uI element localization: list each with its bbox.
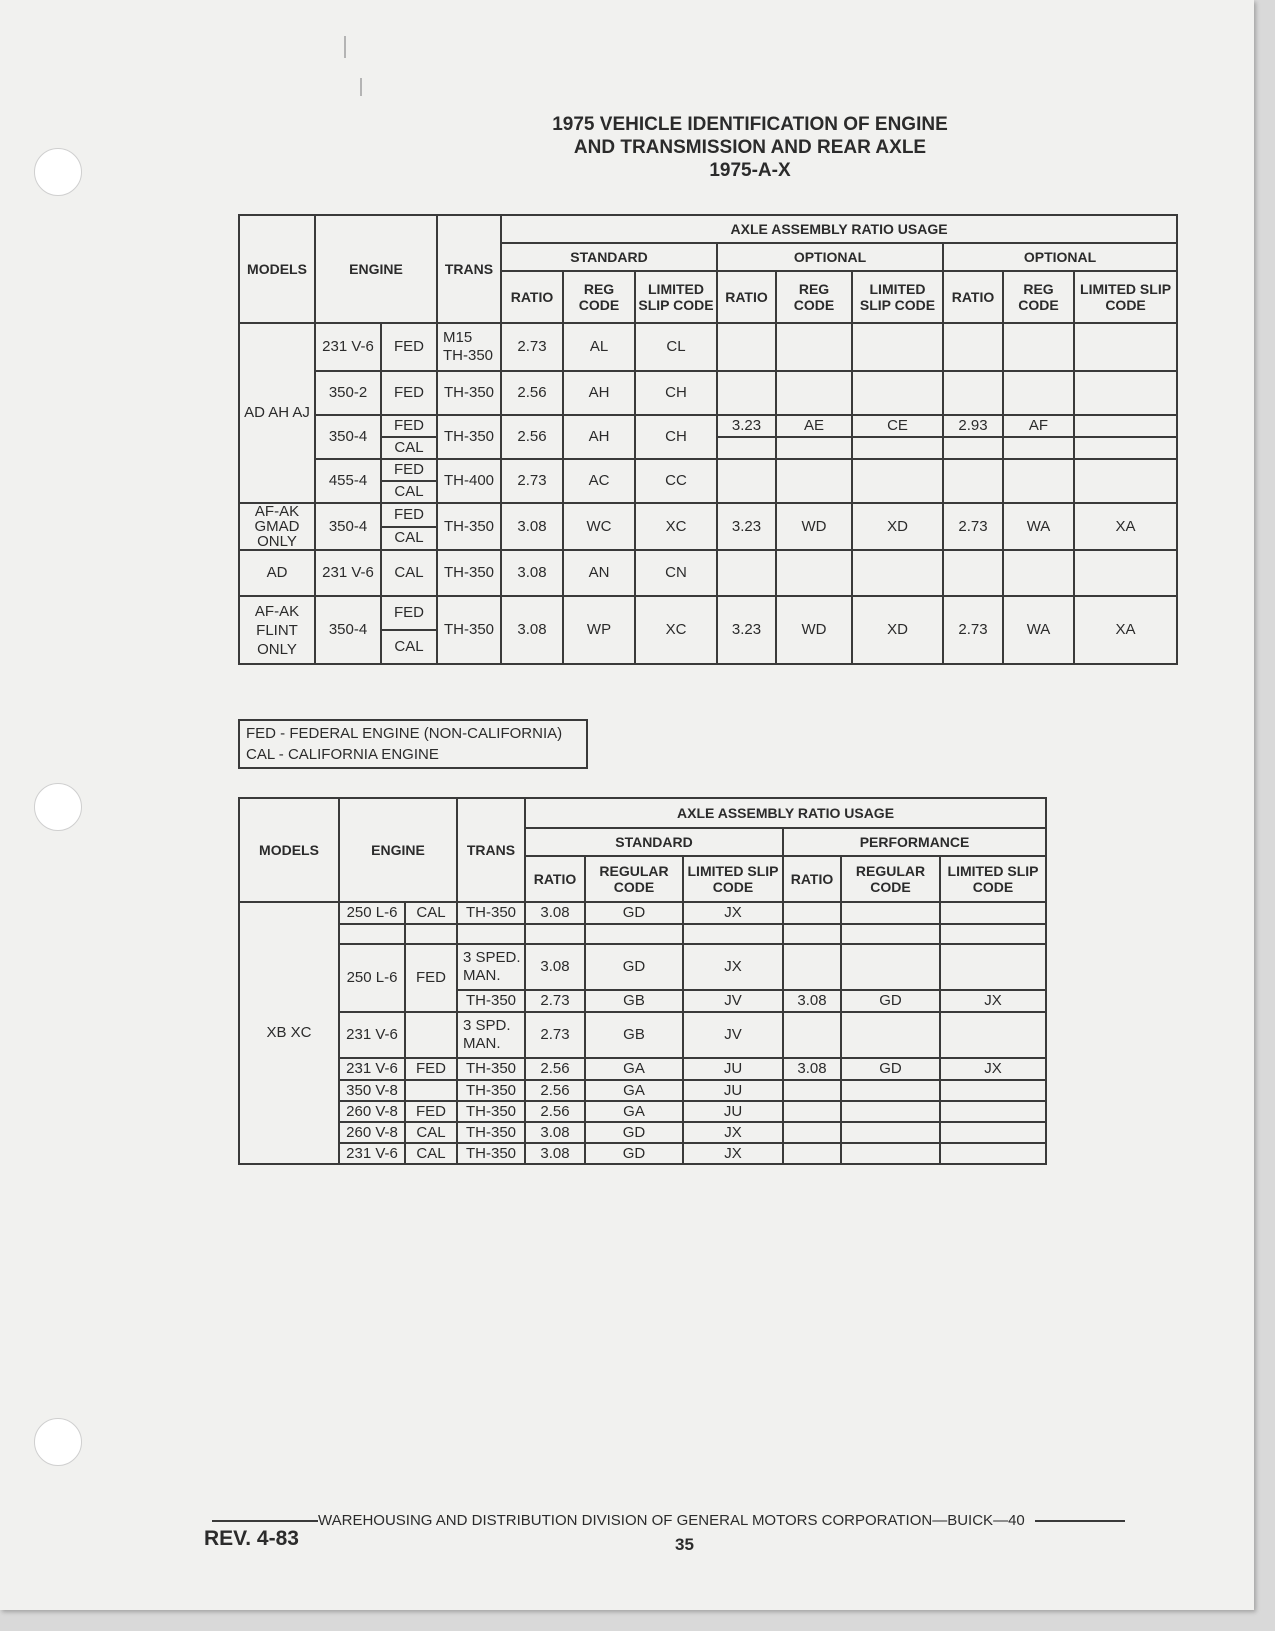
- limited-slip-cell: CE: [852, 415, 943, 437]
- regular-code-cell: GD: [585, 1122, 683, 1143]
- engine-cell: 350-2: [315, 371, 381, 415]
- regular-code-cell: GB: [585, 990, 683, 1012]
- ratio-cell: 3.23: [717, 415, 776, 437]
- regular-code-cell: [841, 944, 940, 990]
- limited-slip-cell: JV: [683, 1012, 783, 1058]
- models-cell: AD: [239, 550, 315, 596]
- reg-code-cell: WD: [776, 596, 852, 664]
- header-reg-code: REG CODE: [776, 271, 852, 323]
- title-line-1: 1975 VEHICLE IDENTIFICATION OF ENGINE: [552, 114, 948, 135]
- emission-cell: FED: [381, 415, 437, 437]
- engine-cell: 250 L-6: [339, 944, 405, 1012]
- regular-code-cell: GD: [841, 990, 940, 1012]
- legend-box: [238, 719, 588, 769]
- limited-slip-cell: JX: [683, 1143, 783, 1164]
- punch-hole: [34, 1418, 82, 1466]
- engine-cell: 455-4: [315, 459, 381, 503]
- ratio-cell: 3.08: [501, 550, 563, 596]
- reg-code-cell: AH: [563, 415, 635, 459]
- table-row: [239, 323, 1177, 371]
- ratio-cell: [943, 459, 1003, 503]
- ratio-cell: 2.73: [501, 459, 563, 503]
- engine-cell: 260 V-8: [339, 1122, 405, 1143]
- ratio-cell: [717, 323, 776, 371]
- ratio-cell: 2.73: [525, 1012, 585, 1058]
- ratio-cell: 2.56: [525, 1101, 585, 1122]
- scan-mark: [344, 36, 346, 58]
- trans-cell: 3 SPED. MAN.: [457, 944, 525, 990]
- limited-slip-cell: [940, 1080, 1046, 1101]
- reg-code-cell: WD: [776, 503, 852, 550]
- limited-slip-cell: JU: [683, 1080, 783, 1101]
- ratio-cell: [717, 459, 776, 503]
- table-row: [239, 1080, 1046, 1101]
- ratio-cell: 2.56: [525, 1080, 585, 1101]
- trans-cell: TH-350: [437, 415, 501, 459]
- header-trans: TRANS: [457, 798, 525, 902]
- regular-code-cell: GA: [585, 1058, 683, 1080]
- emission-cell: [405, 1080, 457, 1101]
- regular-code-cell: GB: [585, 1012, 683, 1058]
- reg-code-cell: [1003, 550, 1074, 596]
- limited-slip-cell: JX: [683, 944, 783, 990]
- header-limited-slip-code: LIMITED SLIP CODE: [635, 271, 717, 323]
- ratio-cell: 3.23: [717, 503, 776, 550]
- empty-cell: [776, 437, 852, 459]
- limited-slip-cell: XD: [852, 596, 943, 664]
- scan-mark: [360, 78, 362, 96]
- empty-cell: [852, 437, 943, 459]
- emission-cell: [405, 924, 457, 944]
- ratio-cell: 2.73: [943, 596, 1003, 664]
- limited-slip-cell: [852, 459, 943, 503]
- reg-code-cell: WP: [563, 596, 635, 664]
- table-row: [239, 924, 1046, 944]
- ratio-cell: 3.08: [501, 503, 563, 550]
- reg-code-cell: AF: [1003, 415, 1074, 437]
- header-limited-slip-code: LIMITED SLIP CODE: [852, 271, 943, 323]
- title-line-2: AND TRANSMISSION AND REAR AXLE: [573, 137, 927, 158]
- table-row: [239, 596, 1177, 630]
- limited-slip-cell: CH: [635, 371, 717, 415]
- header-ratio: RATIO: [717, 271, 776, 323]
- axle-ratio-table-x: [238, 797, 1047, 1165]
- engine-cell: 231 V-6: [315, 550, 381, 596]
- engine-cell: 350-4: [315, 503, 381, 550]
- limited-slip-cell: CN: [635, 550, 717, 596]
- footer-text: WAREHOUSING AND DISTRIBUTION DIVISION OF GENERAL MOTORS CORPORATION—BUICK—40: [318, 1512, 1025, 1529]
- empty-cell: [717, 437, 776, 459]
- engine-cell: 260 V-8: [339, 1101, 405, 1122]
- header-standard: STANDARD: [525, 828, 783, 856]
- empty-cell: [1003, 437, 1074, 459]
- limited-slip-cell: [852, 550, 943, 596]
- header-ratio: RATIO: [783, 856, 841, 902]
- limited-slip-cell: CC: [635, 459, 717, 503]
- emission-cell: CAL: [381, 630, 437, 664]
- trans-cell: TH-350: [437, 371, 501, 415]
- emission-cell: FED: [405, 944, 457, 1012]
- header-optional-2: OPTIONAL: [943, 243, 1177, 271]
- ratio-cell: [943, 371, 1003, 415]
- header-trans: TRANS: [437, 215, 501, 323]
- emission-cell: CAL: [381, 527, 437, 551]
- engine-cell: 231 V-6: [339, 1012, 405, 1058]
- models-cell: XB XC: [239, 902, 339, 1164]
- trans-cell: TH-350: [457, 1101, 525, 1122]
- trans-cell: [457, 924, 525, 944]
- header-models: MODELS: [239, 798, 339, 902]
- page-number: 35: [675, 1535, 694, 1554]
- reg-code-cell: [776, 550, 852, 596]
- reg-code-cell: AL: [563, 323, 635, 371]
- table-row: [239, 415, 1177, 437]
- regular-code-cell: [841, 924, 940, 944]
- emission-cell: FED: [405, 1101, 457, 1122]
- title-line-3: 1975-A-X: [709, 160, 791, 181]
- engine-cell: 231 V-6: [339, 1058, 405, 1080]
- ratio-cell: 2.73: [501, 323, 563, 371]
- emission-cell: CAL: [381, 481, 437, 503]
- reg-code-cell: [1003, 371, 1074, 415]
- ratio-cell: [783, 1101, 841, 1122]
- header-limited-slip-code: LIMITED SLIP CODE: [1074, 271, 1177, 323]
- engine-cell: [339, 924, 405, 944]
- emission-cell: FED: [381, 323, 437, 371]
- header-standard: STANDARD: [501, 243, 717, 271]
- trans-cell: M15 TH-350: [437, 323, 501, 371]
- ratio-cell: [783, 1012, 841, 1058]
- emission-cell: FED: [405, 1058, 457, 1080]
- table-row: [239, 1012, 1046, 1058]
- ratio-cell: 3.08: [783, 990, 841, 1012]
- models-cell: AF-AK FLINT ONLY: [239, 596, 315, 664]
- ratio-cell: [783, 1080, 841, 1101]
- header-ratio: RATIO: [525, 856, 585, 902]
- table-row: [239, 459, 1177, 481]
- ratio-cell: 3.08: [525, 902, 585, 924]
- limited-slip-cell: [940, 924, 1046, 944]
- ratio-cell: [943, 550, 1003, 596]
- engine-cell: 250 L-6: [339, 902, 405, 924]
- empty-cell: [943, 437, 1003, 459]
- limited-slip-cell: CL: [635, 323, 717, 371]
- ratio-cell: 3.08: [501, 596, 563, 664]
- ratio-cell: 2.56: [501, 371, 563, 415]
- engine-cell: 350-4: [315, 415, 381, 459]
- regular-code-cell: GA: [585, 1101, 683, 1122]
- table-row: [239, 1058, 1046, 1080]
- limited-slip-cell: CH: [635, 415, 717, 459]
- punch-hole: [34, 783, 82, 831]
- reg-code-cell: AE: [776, 415, 852, 437]
- empty-cell: [1074, 437, 1177, 459]
- regular-code-cell: GD: [585, 1143, 683, 1164]
- ratio-cell: [783, 1122, 841, 1143]
- ratio-cell: [783, 902, 841, 924]
- limited-slip-cell: [683, 924, 783, 944]
- regular-code-cell: [585, 924, 683, 944]
- header-axle-group: AXLE ASSEMBLY RATIO USAGE: [525, 798, 1046, 828]
- limited-slip-cell: [852, 371, 943, 415]
- reg-code-cell: [1003, 459, 1074, 503]
- ratio-cell: [717, 550, 776, 596]
- table-row: [239, 1101, 1046, 1122]
- table-row: [239, 902, 1046, 924]
- reg-code-cell: WC: [563, 503, 635, 550]
- table-row: [239, 1122, 1046, 1143]
- emission-cell: FED: [381, 459, 437, 481]
- models-cell: AD AH AJ: [239, 323, 315, 503]
- header-limited-slip-code: LIMITED SLIP CODE: [683, 856, 783, 902]
- axle-ratio-table-a: [238, 214, 1178, 665]
- ratio-cell: 2.73: [943, 503, 1003, 550]
- trans-cell: TH-350: [457, 990, 525, 1012]
- limited-slip-cell: [1074, 371, 1177, 415]
- models-cell: AF-AK GMAD ONLY: [239, 503, 315, 550]
- engine-cell: 350 V-8: [339, 1080, 405, 1101]
- limited-slip-cell: JX: [683, 1122, 783, 1143]
- ratio-cell: 3.08: [525, 944, 585, 990]
- limited-slip-cell: [1074, 323, 1177, 371]
- ratio-cell: 3.08: [525, 1143, 585, 1164]
- header-models: MODELS: [239, 215, 315, 323]
- reg-code-cell: WA: [1003, 503, 1074, 550]
- regular-code-cell: [841, 902, 940, 924]
- limited-slip-cell: [940, 1012, 1046, 1058]
- regular-code-cell: GD: [841, 1058, 940, 1080]
- regular-code-cell: [841, 1122, 940, 1143]
- header-reg-code: REG CODE: [1003, 271, 1074, 323]
- table-row: [239, 503, 1177, 527]
- engine-cell: 350-4: [315, 596, 381, 664]
- footer-rule: [1035, 1520, 1125, 1522]
- limited-slip-cell: JU: [683, 1058, 783, 1080]
- revision-label: REV. 4-83: [204, 1527, 299, 1550]
- header-optional-1: OPTIONAL: [717, 243, 943, 271]
- trans-cell: TH-350: [457, 1058, 525, 1080]
- trans-cell: TH-400: [437, 459, 501, 503]
- header-regular-code: REGULAR CODE: [841, 856, 940, 902]
- emission-cell: CAL: [405, 1143, 457, 1164]
- header-ratio: RATIO: [501, 271, 563, 323]
- limited-slip-cell: XC: [635, 503, 717, 550]
- ratio-cell: 3.23: [717, 596, 776, 664]
- emission-cell: [405, 1012, 457, 1058]
- header-engine: ENGINE: [315, 215, 437, 323]
- regular-code-cell: GD: [585, 944, 683, 990]
- header-limited-slip-code: LIMITED SLIP CODE: [940, 856, 1046, 902]
- ratio-cell: 2.73: [525, 990, 585, 1012]
- header-reg-code: REG CODE: [563, 271, 635, 323]
- ratio-cell: [783, 944, 841, 990]
- ratio-cell: [717, 371, 776, 415]
- ratio-cell: [783, 924, 841, 944]
- limited-slip-cell: [852, 323, 943, 371]
- limited-slip-cell: JX: [940, 990, 1046, 1012]
- limited-slip-cell: [1074, 415, 1177, 437]
- limited-slip-cell: JX: [940, 1058, 1046, 1080]
- trans-cell: TH-350: [437, 550, 501, 596]
- limited-slip-cell: JX: [683, 902, 783, 924]
- limited-slip-cell: [940, 1101, 1046, 1122]
- ratio-cell: 2.93: [943, 415, 1003, 437]
- header-axle-group: AXLE ASSEMBLY RATIO USAGE: [501, 215, 1177, 243]
- ratio-cell: 2.56: [501, 415, 563, 459]
- trans-cell: TH-350: [437, 596, 501, 664]
- regular-code-cell: GD: [585, 902, 683, 924]
- engine-cell: 231 V-6: [315, 323, 381, 371]
- header-ratio: RATIO: [943, 271, 1003, 323]
- legend-fed: FED - FEDERAL ENGINE (NON-CALIFORNIA): [246, 725, 563, 742]
- ratio-cell: 2.56: [525, 1058, 585, 1080]
- reg-code-cell: [776, 371, 852, 415]
- ratio-cell: 3.08: [525, 1122, 585, 1143]
- table-row: [239, 371, 1177, 415]
- header-regular-code: REGULAR CODE: [585, 856, 683, 902]
- limited-slip-cell: XD: [852, 503, 943, 550]
- ratio-cell: 3.08: [783, 1058, 841, 1080]
- ratio-cell: [783, 1143, 841, 1164]
- reg-code-cell: AC: [563, 459, 635, 503]
- limited-slip-cell: [940, 902, 1046, 924]
- trans-cell: TH-350: [437, 503, 501, 550]
- trans-cell: TH-350: [457, 1122, 525, 1143]
- regular-code-cell: [841, 1080, 940, 1101]
- trans-cell: TH-350: [457, 902, 525, 924]
- trans-cell: TH-350: [457, 1143, 525, 1164]
- ratio-cell: [525, 924, 585, 944]
- trans-cell: TH-350: [457, 1080, 525, 1101]
- reg-code-cell: [776, 459, 852, 503]
- document-title: [440, 113, 1060, 182]
- trans-cell: 3 SPD. MAN.: [457, 1012, 525, 1058]
- emission-cell: CAL: [405, 1122, 457, 1143]
- table-row: [239, 550, 1177, 596]
- header-engine: ENGINE: [339, 798, 457, 902]
- limited-slip-cell: [1074, 550, 1177, 596]
- emission-cell: CAL: [381, 550, 437, 596]
- limited-slip-cell: JV: [683, 990, 783, 1012]
- table-row: [239, 944, 1046, 990]
- engine-cell: 231 V-6: [339, 1143, 405, 1164]
- limited-slip-cell: [940, 1143, 1046, 1164]
- emission-cell: CAL: [381, 437, 437, 459]
- emission-cell: FED: [381, 371, 437, 415]
- reg-code-cell: AN: [563, 550, 635, 596]
- header-performance: PERFORMANCE: [783, 828, 1046, 856]
- limited-slip-cell: XA: [1074, 596, 1177, 664]
- limited-slip-cell: XA: [1074, 503, 1177, 550]
- regular-code-cell: [841, 1143, 940, 1164]
- limited-slip-cell: XC: [635, 596, 717, 664]
- reg-code-cell: [776, 323, 852, 371]
- table-row: [239, 1143, 1046, 1164]
- punch-hole: [34, 148, 82, 196]
- emission-cell: FED: [381, 503, 437, 527]
- ratio-cell: [943, 323, 1003, 371]
- regular-code-cell: [841, 1101, 940, 1122]
- footer: [212, 1512, 1182, 1529]
- regular-code-cell: [841, 1012, 940, 1058]
- footer-rule: [212, 1520, 318, 1522]
- legend-cal: CAL - CALIFORNIA ENGINE: [246, 746, 439, 763]
- limited-slip-cell: [1074, 459, 1177, 503]
- reg-code-cell: WA: [1003, 596, 1074, 664]
- regular-code-cell: GA: [585, 1080, 683, 1101]
- limited-slip-cell: JU: [683, 1101, 783, 1122]
- emission-cell: FED: [381, 596, 437, 630]
- emission-cell: CAL: [405, 902, 457, 924]
- limited-slip-cell: [940, 944, 1046, 990]
- limited-slip-cell: [940, 1122, 1046, 1143]
- reg-code-cell: [1003, 323, 1074, 371]
- reg-code-cell: AH: [563, 371, 635, 415]
